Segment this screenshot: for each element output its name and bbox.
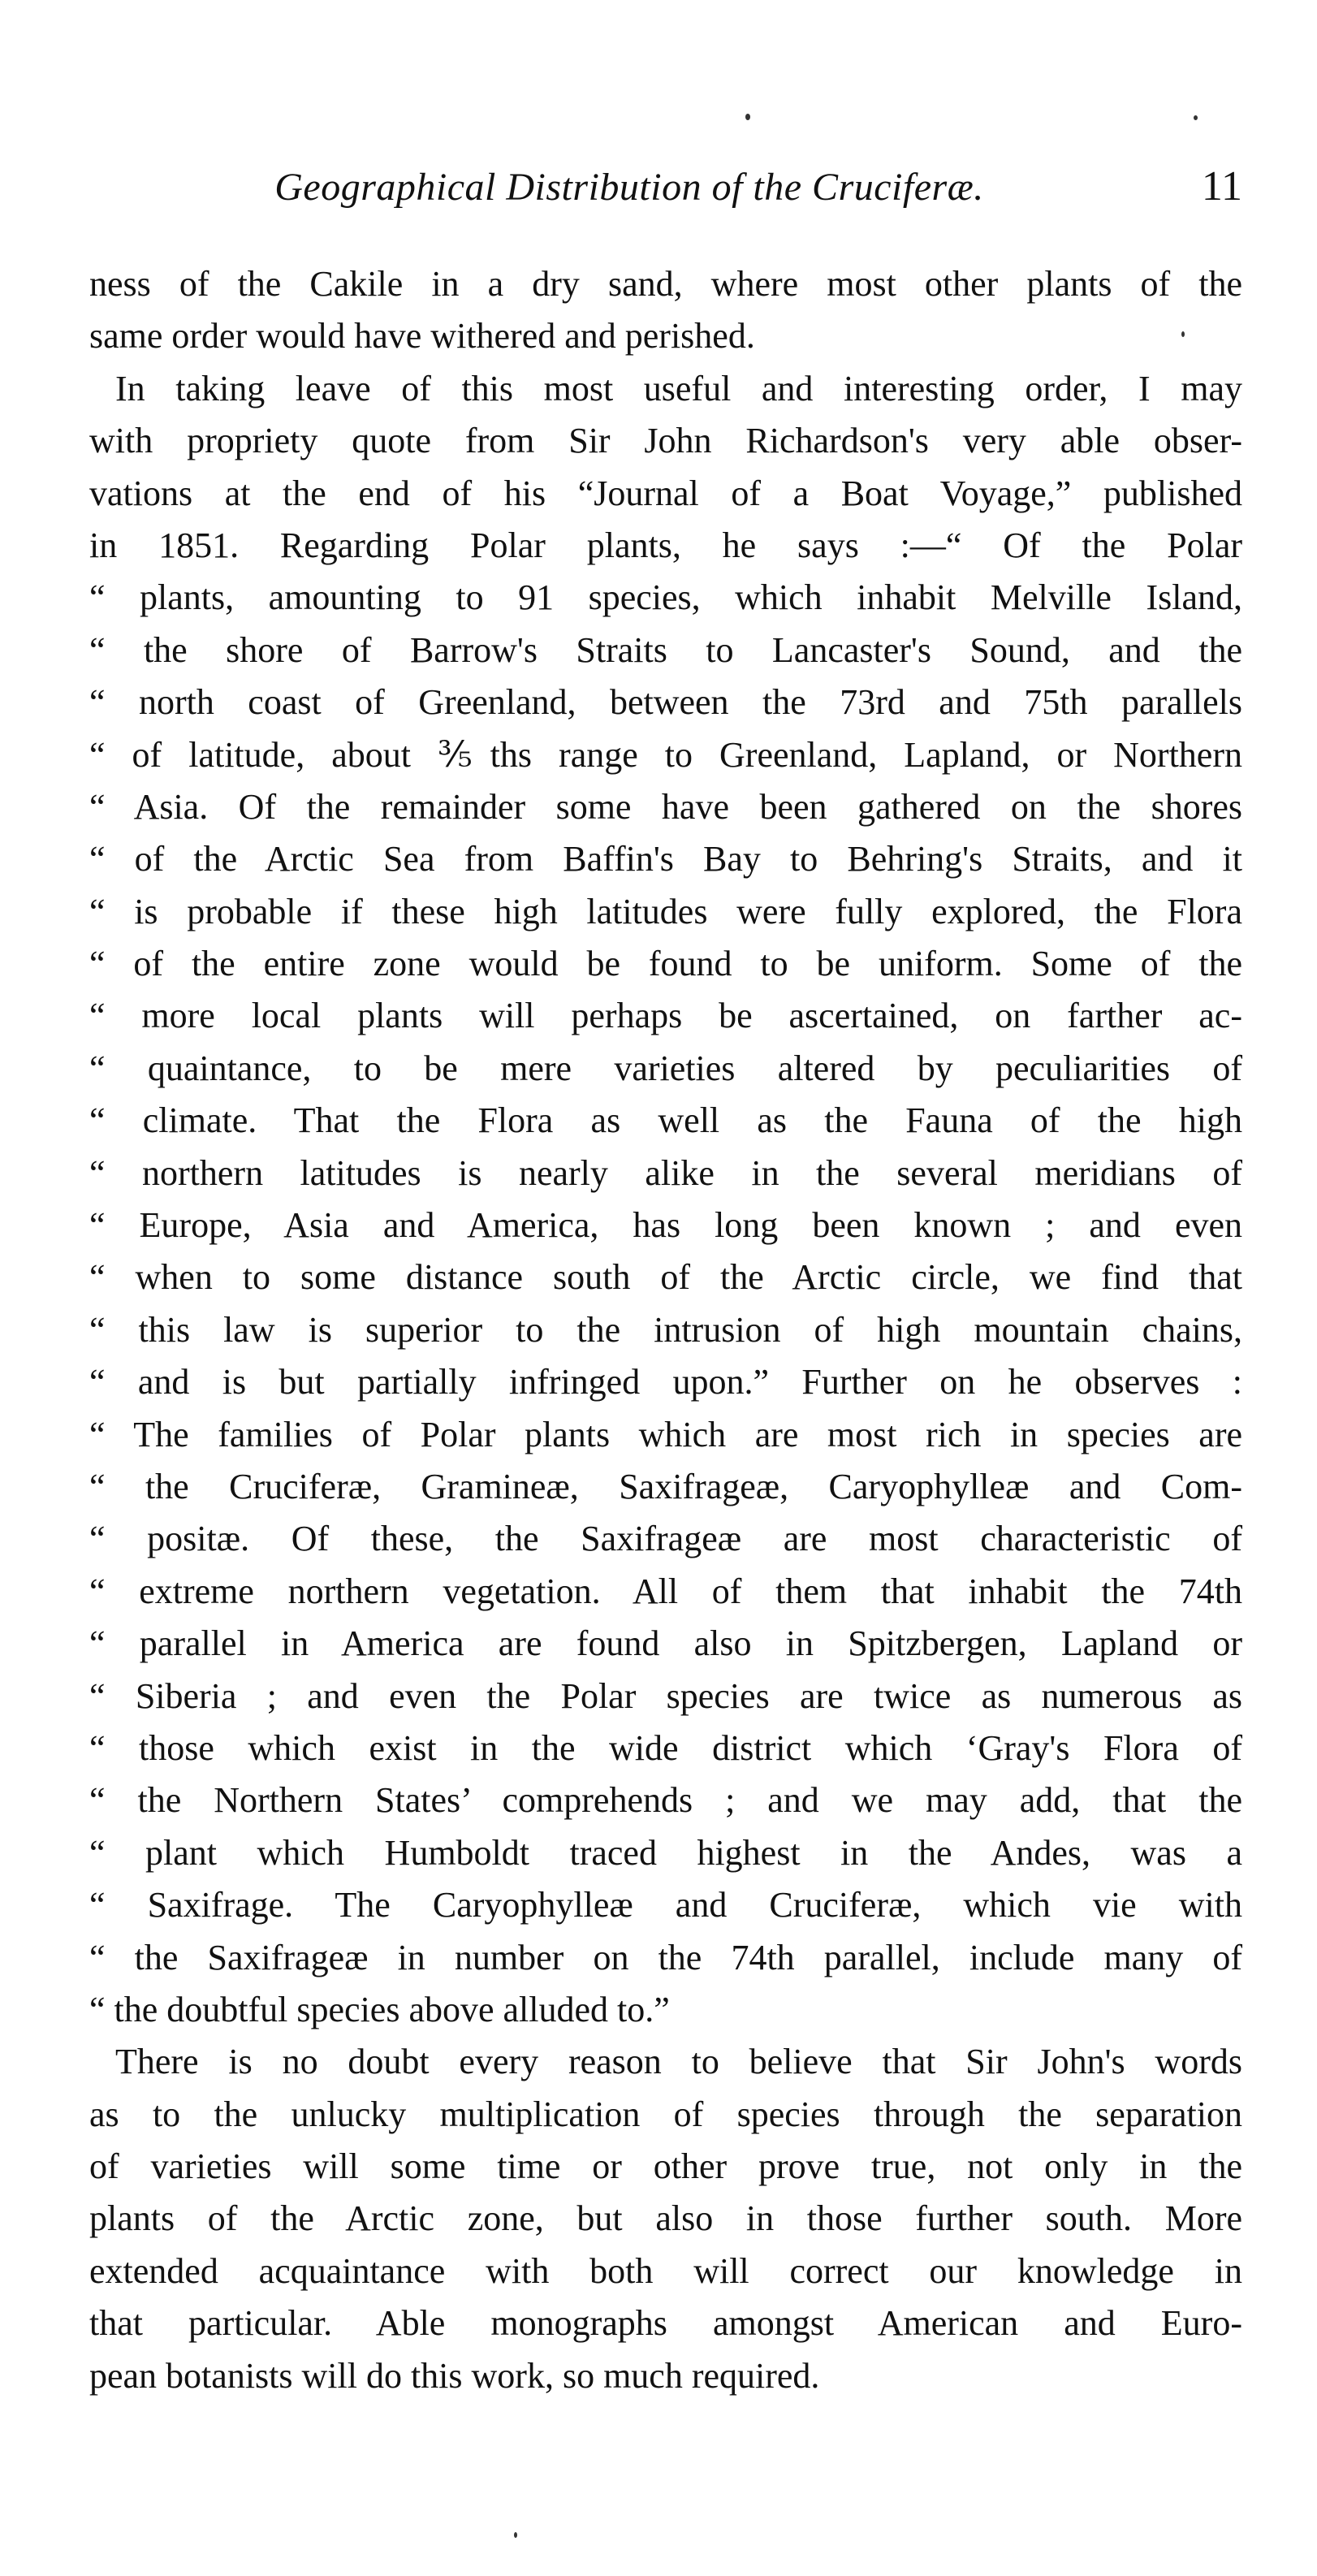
quote-line: “ plant which Humboldt traced highest in the Andes, was a — [89, 1832, 1242, 1873]
text-line: extended acquaintance with both will correct our knowledge in — [89, 2250, 1242, 2291]
body-text — [89, 258, 1242, 2402]
text-line: vations at the end of his “Journal of a Boat Voyage,” published — [89, 473, 1242, 513]
text-line: that particular. Able monographs amongst American and Euro- — [89, 2303, 1242, 2344]
paragraph-first-line: In taking leave of this most useful and interesting order, I may — [115, 368, 1242, 408]
quote-line: “ positæ. Of these, the Saxifrageæ are most characteristic of — [89, 1519, 1242, 1559]
text-line: of varieties will some time or other prove true, not only in the — [89, 2146, 1242, 2187]
quote-line: “ the doubtful species above alluded to.” — [89, 1989, 670, 2029]
quote-line: “ Saxifrage. The Caryophylleæ and Cruciferæ, which vie with — [89, 1885, 1242, 1926]
quote-line: “ the Northern States’ comprehends ; and we may add, that the — [89, 1780, 1242, 1821]
quote-line: “ the Cruciferæ, Gramineæ, Saxifrageæ, Caryophylleæ and Com- — [89, 1466, 1242, 1506]
paragraph-first-line: There is no doubt every reason to believe that Sir John's words — [115, 2042, 1242, 2082]
quote-line: “ northern latitudes is nearly alike in the several meridians of — [89, 1152, 1242, 1193]
print-speck — [1194, 115, 1198, 120]
quote-line: “ quaintance, to be mere varieties altered by peculiarities of — [89, 1048, 1242, 1088]
quote-line: “ those which exist in the wide district which ‘Gray's Flora of — [89, 1727, 1242, 1768]
quote-line: “ the shore of Barrow's Straits to Lancaster's Sound, and the — [89, 629, 1242, 670]
text-line: same order would have withered and perished. — [89, 316, 755, 357]
quote-line: “ is probable if these high latitudes were fully explored, the Flora — [89, 891, 1242, 931]
quote-line: “ the Saxifrageæ in number on the 74th parallel, include many of — [89, 1937, 1242, 1977]
print-speck — [514, 2532, 517, 2538]
print-speck — [745, 114, 750, 120]
quote-line: “ The families of Polar plants which are most rich in species are — [89, 1414, 1242, 1454]
page-number: 11 — [1201, 163, 1242, 210]
quote-line: “ extreme northern vegetation. All of them that inhabit the 74th — [89, 1571, 1242, 1611]
quote-line: “ of the entire zone would be found to be uniform. Some of the — [89, 944, 1242, 984]
quote-line: “ Asia. Of the remainder some have been gathered on the shores — [89, 786, 1242, 827]
quote-line: “ north coast of Greenland, between the 73rd and 75th parallels — [89, 682, 1242, 723]
text-line: as to the unlucky multiplication of species through the separation — [89, 2094, 1242, 2134]
quote-line: “ Siberia ; and even the Polar species are twice as numerous as — [89, 1675, 1242, 1716]
text-line: in 1851. Regarding Polar plants, he says :—“ Of the Polar — [89, 525, 1242, 565]
text-line: with propriety quote from Sir John Richardson's very able obser- — [89, 421, 1242, 461]
quote-line: “ climate. That the Flora as well as the Fauna of the high — [89, 1100, 1242, 1141]
running-title: Geographical Distribution of the Cruciferæ. — [274, 166, 984, 209]
quote-line: “ of the Arctic Sea from Baffin's Bay to Behring's Straits, and it — [89, 839, 1242, 880]
running-head — [89, 162, 1242, 227]
quote-line: “ this law is superior to the intrusion of high mountain chains, — [89, 1309, 1242, 1350]
text-line: plants of the Arctic zone, but also in those further south. More — [89, 2198, 1242, 2239]
text-line: ness of the Cakile in a dry sand, where most other plants of the — [89, 264, 1242, 304]
quote-line: “ and is but partially infringed upon.” Further on he observes : — [89, 1362, 1242, 1403]
quote-line: “ Europe, Asia and America, has long been known ; and even — [89, 1205, 1242, 1246]
quote-line: “ of latitude, about ⅗ths range to Greenland, Lapland, or Northern — [89, 734, 1242, 775]
quote-line: “ when to some distance south of the Arctic circle, we find that — [89, 1257, 1242, 1298]
quote-line: “ more local plants will perhaps be ascertained, on farther ac- — [89, 996, 1242, 1036]
quote-line: “ plants, amounting to 91 species, which inhabit Melville Island, — [89, 577, 1242, 618]
text-line: pean botanists will do this work, so much required. — [89, 2355, 820, 2396]
quote-line: “ parallel in America are found also in Spitzbergen, Lapland or — [89, 1623, 1242, 1664]
